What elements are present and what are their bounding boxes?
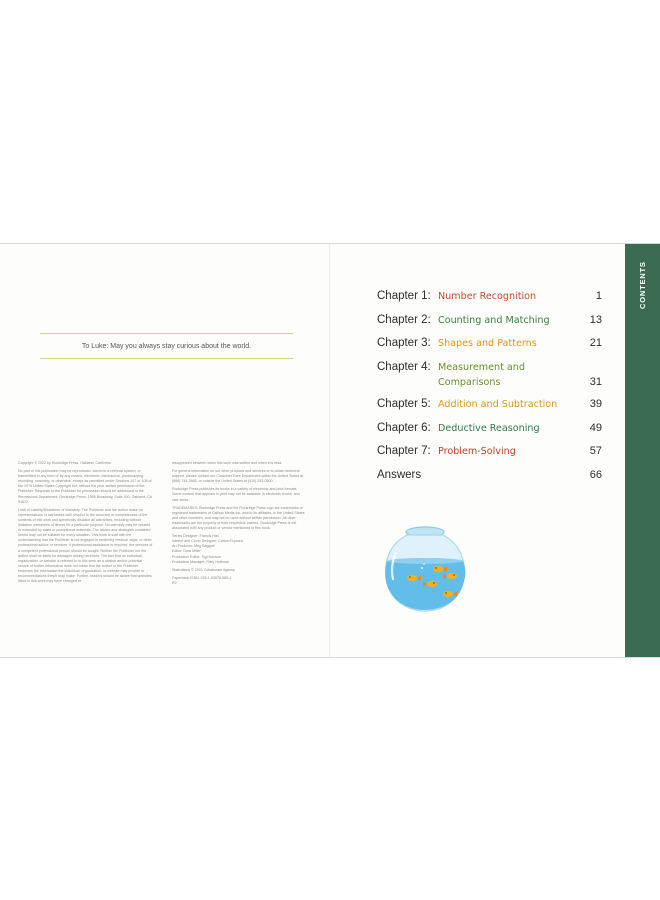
water-surface <box>387 558 463 564</box>
toc-chapter-title: Number Recognition <box>438 291 537 302</box>
bubble <box>421 567 423 569</box>
toc-answers-page: 66 <box>589 468 602 481</box>
toc-chapter-title: Measurement and Comparisons <box>438 361 525 388</box>
contents-tab-label: CONTENTS <box>638 261 647 309</box>
toc-entry-chapter-3[interactable] <box>377 335 602 352</box>
toc-chapter-label: Chapter 2: <box>377 313 431 326</box>
toc-chapter-title: Deductive Reasoning <box>438 422 540 434</box>
toc-entry-chapter-4[interactable] <box>377 359 602 390</box>
disclaimer-paragraph: Limit of Liability/Disclaimer of Warranty: The Publisher and the author make no representations or warranties with respect to the accuracy or completeness of the contents of this work and specifically disclaim all warranties, including without limitation warranties of fitness for a particular purpose. No warranty may be created or extended by sales or promotional materials. The advice and strategies contained herein may not be suitable for every situation. This work is sold with the understanding that the Publisher is not engaged in rendering medical, legal, or other professional advice or services. If professional assistance is required, the services of a competent professional person should be sought. Neither the Publisher nor the author shall be liable for damages arising herefrom. The fact that an individual, organization, or website is referred to in this work as a citation and/or potential source of further information does not mean that the author or the Publisher endorses the information the individual, organization, or website may provide or recommendations they/it may make. Further, readers should be aware that websites listed in this work may have changed or <box>18 507 153 584</box>
dedication-rule-bottom <box>40 358 293 359</box>
toc-chapter-label: Chapter 7: <box>377 445 431 457</box>
trademarks-paragraph: TRADEMARKS: Rockridge Press and the Rockridge Press logo are trademarks or registered trademarks of Callisto Media Inc. and/or its affiliates, in the United States and other countries, and may not be used without written permission. All other trademarks are the property of their respective owners. Rockridge Press is not associated with any product or vendor mentioned in this book. <box>172 505 305 531</box>
toc-chapter-label: Chapter 6: <box>377 421 431 434</box>
copyright-paragraph: Copyright © 2022 by Rockridge Press, Oakland, California <box>18 461 111 465</box>
toc-chapter-title: Addition and Subtraction <box>438 399 558 410</box>
toc-page-number: 49 <box>589 421 602 434</box>
toc-answers-label: Answers <box>377 468 422 481</box>
copyright-column-left <box>18 461 153 641</box>
toc-entry-chapter-5[interactable] <box>377 396 602 413</box>
toc-chapter-title: Counting and Matching <box>438 314 550 326</box>
left-page <box>0 244 330 657</box>
customer-care-paragraph: For general information on our other products and services or to obtain technical support, please contact our Customer Care Department within the United States at (866) 744-2665, or outside the United States at (510) 253-0500. <box>172 469 304 484</box>
formats-paragraph: Rockridge Press publishes its books in a variety of electronic and print formats. Some content that appears in print may not be available in electronic books, and vice versa. <box>172 487 300 502</box>
toc-chapter-label: Chapter 5: <box>377 398 431 410</box>
toc-entry-chapter-1[interactable] <box>377 288 602 305</box>
toc-chapter-title: Shapes and Patterns <box>438 338 537 349</box>
disclaimer-continued: disappeared between when this work was written and when it is read. <box>172 461 283 465</box>
toc-page-number: 57 <box>589 445 602 457</box>
toc-page-number: 39 <box>589 398 602 410</box>
toc-chapter-title: Problem-Solving <box>438 446 516 457</box>
toc-entry-chapter-2[interactable] <box>377 312 602 329</box>
dedication-text: To Luke: May you always stay curious about the world. <box>81 343 252 350</box>
toc-entry-chapter-6[interactable] <box>377 420 602 437</box>
toc-chapter-label: Chapter 1: <box>377 290 431 302</box>
credits-paragraph: Series Designer: Francis Hall Interior and Cover Designer: Carlos Esparza Art Producer: Meg Baggott Editor: Dora Miller Production Editor: Sigi Nacson Production Manager: Riley Hoffman <box>172 534 243 564</box>
bubble <box>423 563 425 565</box>
right-page <box>330 244 660 657</box>
rights-paragraph: No part of this publication may be reproduced, stored in a retrieval system, or transmitted in any form or by any means, electronic, mechanical, photocopying, recording, scanning, or otherwise, except as permitted under Sections 107 or 108 of the 1976 United States Copyright Act, without the prior written permission of the Publisher. Requests to the Publisher for permission should be addressed to the Permissions Department, Rockridge Press, 1955 Broadway, Suite 400, Oakland, CA 94612. <box>18 469 152 504</box>
contents-tab <box>625 244 660 657</box>
table-of-contents <box>377 288 602 490</box>
toc-entry-chapter-7[interactable] <box>377 443 602 460</box>
toc-entry-answers[interactable] <box>377 467 602 484</box>
illustrations-credit: Illustrations © 2021 Collaborate Agency <box>172 567 235 572</box>
toc-page-number: 1 <box>595 290 602 302</box>
toc-chapter-label: Chapter 4: <box>377 360 431 373</box>
book-spread <box>0 243 660 658</box>
toc-page-number: 13 <box>589 313 602 326</box>
toc-page-number: 31 <box>589 375 602 388</box>
fishbowl-illustration <box>382 523 468 613</box>
isbn-paragraph: Paperback ISBN: 978-1-63878-680-4 R0 <box>172 575 232 585</box>
dedication-rule-top <box>40 333 293 334</box>
copyright-column-right <box>172 461 307 641</box>
toc-chapter-label: Chapter 3: <box>377 337 431 349</box>
toc-page-number: 21 <box>589 337 602 349</box>
